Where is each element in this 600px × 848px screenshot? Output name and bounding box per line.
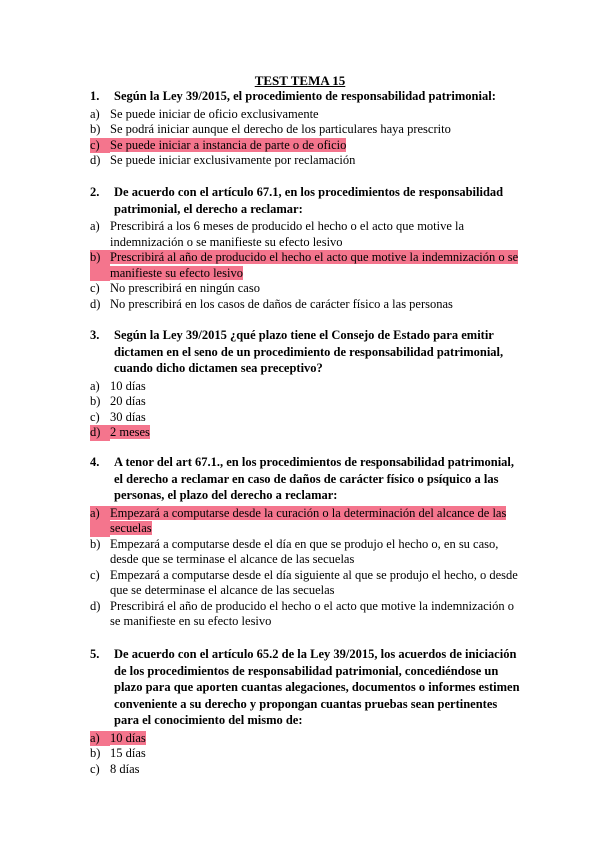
option-text-content: 10 días: [110, 730, 146, 745]
answer-option: [90, 219, 522, 250]
answer-option: [90, 746, 522, 762]
option-letter: d): [90, 153, 101, 167]
option-text-content: Empezará a computarse desde el día siguiente al que se produjo el hecho, o desde que se determinase el alcance de las secuelas: [110, 567, 518, 597]
option-text-content: 20 días: [110, 394, 146, 408]
page-title: TEST TEMA 15: [254, 73, 346, 88]
answer-option: [90, 153, 522, 169]
option-text-content: 2 meses: [110, 425, 150, 439]
option-letter: c): [90, 567, 100, 582]
answer-option: [90, 122, 522, 138]
option-text: [110, 568, 522, 599]
answer-option: [90, 599, 522, 630]
options-list: [90, 506, 522, 630]
option-letter: b): [90, 250, 110, 281]
options-list: [90, 219, 522, 312]
answer-option: [90, 568, 522, 599]
option-text: [110, 537, 522, 568]
option-text-content: Se puede iniciar de oficio exclusivamente: [110, 106, 319, 121]
question-text: Según la Ley 39/2015 ¿qué plazo tiene el Consejo de Estado para emitir dictamen en el seno de un procedimiento de responsabilidad patrimonial, cuando dicho dictamen sea preceptivo?: [114, 328, 504, 375]
option-text: [110, 219, 522, 250]
option-text: [110, 122, 522, 138]
answer-option: [90, 537, 522, 568]
option-text-content: 10 días: [110, 378, 146, 393]
option-text: [110, 506, 522, 537]
option-text-content: No prescribirá en ningún caso: [110, 281, 260, 295]
option-text: [110, 281, 522, 297]
option-text-content: Se puede iniciar a instancia de parte o de oficio: [110, 137, 347, 152]
option-letter: d): [90, 296, 101, 311]
option-letter: d): [90, 425, 110, 441]
option-letter: a): [90, 378, 100, 393]
option-text-content: No prescribirá en los casos de daños de carácter físico a las personas: [110, 296, 453, 311]
option-text-content: Se puede iniciar exclusivamente por reclamación: [110, 153, 356, 167]
option-text: [110, 394, 522, 410]
question-heading: [90, 88, 522, 105]
question-number: 5.: [90, 647, 100, 661]
question-number: 4.: [90, 455, 100, 469]
question-heading: [90, 327, 522, 377]
option-letter: b): [90, 536, 101, 551]
option-text: [110, 153, 522, 169]
option-text: [110, 138, 522, 154]
answer-option: [90, 394, 522, 410]
answer-option: [90, 762, 522, 778]
option-letter: a): [90, 731, 110, 747]
option-text-content: Empezará a computarse desde el día en que se produjo el hecho o, en su caso, desde que se terminase el alcance de las secuelas: [110, 536, 499, 566]
question-text: De acuerdo con el artículo 65.2 de la Ley 39/2015, los acuerdos de iniciación de los procedimientos de responsabilidad patrimonial, concediéndose un plazo para que aporten cuantas alegaciones, documentos o informes estimen conveniente a su derecho y propongan cuantas pruebas sean pertinentes para el conocimiento del mismo de:: [114, 647, 520, 727]
option-letter: a): [90, 219, 100, 233]
options-list: [90, 731, 522, 778]
option-text: [110, 762, 522, 778]
option-text: [110, 297, 522, 313]
question-text: A tenor del art 67.1., en los procedimientos de responsabilidad patrimonial, el derecho a reclamar en caso de daños de carácter físico o psíquico a las personas, el plazo del derecho a reclamar:: [114, 455, 515, 502]
option-letter: c): [90, 138, 110, 154]
question-number: 3.: [90, 328, 100, 342]
option-letter: b): [90, 122, 101, 136]
option-letter: a): [90, 506, 110, 537]
question-heading: [90, 454, 522, 504]
option-text: [110, 731, 522, 747]
option-text: [110, 379, 522, 395]
question-1: [90, 88, 522, 169]
question-heading: [90, 184, 522, 217]
question-text: Según la Ley 39/2015, el procedimiento de responsabilidad patrimonial:: [114, 89, 496, 103]
answer-option: [90, 107, 522, 123]
options-list: [90, 107, 522, 169]
option-letter: b): [90, 394, 101, 408]
option-text-content: Empezará a computarse desde la curación o la determinación del alcance de las secuelas: [110, 505, 507, 535]
option-letter: b): [90, 746, 101, 760]
answer-option: [90, 410, 522, 426]
option-text: [110, 250, 522, 281]
option-text: [110, 425, 522, 441]
option-text: [110, 107, 522, 123]
option-text-content: Prescribirá al año de producido el hecho el acto que motive la indemnización o se manifieste su efecto lesivo: [110, 250, 519, 280]
question-text: De acuerdo con el artículo 67.1, en los procedimientos de responsabilidad patrimonial, el derecho a reclamar:: [114, 185, 504, 216]
answer-option: [90, 379, 522, 395]
answer-option-highlighted: [90, 250, 522, 281]
question-number: 2.: [90, 185, 100, 199]
question-5: [90, 646, 522, 777]
option-text-content: Se podrá iniciar aunque el derecho de los particulares haya prescrito: [110, 122, 451, 136]
answer-option-highlighted: [90, 138, 522, 154]
option-letter: d): [90, 598, 101, 613]
question-heading: [90, 646, 522, 729]
answer-option: [90, 297, 522, 313]
answer-option-highlighted: [90, 506, 522, 537]
option-text: [110, 410, 522, 426]
answer-option: [90, 281, 522, 297]
option-text: [110, 746, 522, 762]
option-text-content: Prescribirá el año de producido el hecho o el acto que motive la indemnización o se manifieste en su efecto lesivo: [110, 598, 515, 628]
question-2: [90, 184, 522, 312]
question-number: 1.: [90, 89, 100, 103]
option-text-content: Prescribirá a los 6 meses de producido el hecho o el acto que motive la indemnización o se manifieste su efecto lesivo: [110, 219, 465, 249]
answer-option-highlighted: [90, 731, 522, 747]
option-letter: a): [90, 106, 100, 121]
question-4: [90, 454, 522, 630]
option-letter: c): [90, 409, 100, 424]
option-text: [110, 599, 522, 630]
question-3: [90, 327, 522, 441]
answer-option-highlighted: [90, 425, 522, 441]
option-letter: c): [90, 281, 100, 295]
option-text-content: 8 días: [110, 761, 140, 776]
option-letter: c): [90, 761, 100, 776]
option-text-content: 30 días: [110, 409, 146, 424]
options-list: [90, 379, 522, 441]
option-text-content: 15 días: [110, 746, 146, 760]
